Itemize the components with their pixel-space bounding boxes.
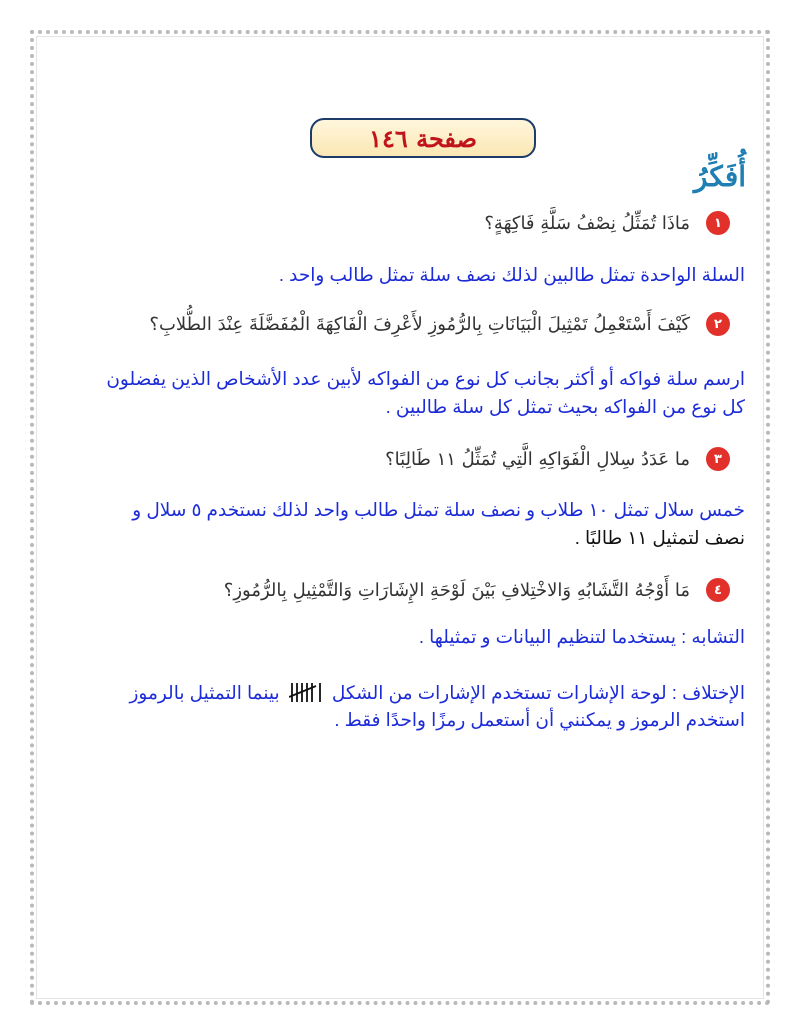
- question-text: ما عَدَدُ سِلالِ الْفَوَاكِهِ الَّتِي تُمَثِّلُ ١١ طَالِبًا؟: [385, 448, 690, 470]
- difference-text-start: الإختلاف : لوحة الإشارات تستخدم الإشارات من الشكل: [331, 682, 745, 703]
- question-1: [484, 211, 730, 235]
- question-number-badge: ١: [706, 211, 730, 235]
- answer-3-line-2: نصف لتمثيل ١١ طالبًا .: [574, 527, 745, 548]
- answer-4-difference-line-1: [50, 679, 745, 706]
- question-text: مَاذَا تُمَثِّلُ نِصْفُ سَلَّةِ فَاكِهَةٍ؟: [484, 212, 690, 234]
- question-3: [385, 447, 730, 471]
- difference-text-end: بينما التمثيل بالرموز: [129, 682, 280, 703]
- question-number-badge: ٢: [706, 312, 730, 336]
- question-2: [149, 312, 730, 336]
- answer-4-difference-line-2: استخدم الرموز و يمكنني أن أستعمل رمزًا واحدًا فقط .: [334, 709, 745, 730]
- answer-4-similarity: التشابه : يستخدما لتنظيم البيانات و تمثيلها .: [418, 626, 745, 647]
- page-title: صفحة ١٤٦: [369, 123, 477, 153]
- tally-marks-icon: [289, 679, 323, 705]
- question-number-badge: ٣: [706, 447, 730, 471]
- page-title-box: [310, 118, 536, 158]
- question-text: كَيْفَ أَسْتَعْمِلُ تَمْثِيلَ الْبَيَانَاتِ بِالرُّمُوزِ لأَعْرِفَ الْفَاكِهَةَ الْمُفَضَّلَةَ عِنْدَ الطُّلابِ؟: [149, 313, 690, 335]
- question-4: [224, 578, 730, 602]
- answer-3-line-1: خمس سلال تمثل ١٠ طلاب و نصف سلة تمثل طالب واحد لذلك نستخدم ٥ سلال و: [132, 499, 745, 520]
- answer-2-line-2: كل نوع من الفواكه بحيث تمثل كل سلة طالبين .: [385, 396, 745, 417]
- question-number-badge: ٤: [706, 578, 730, 602]
- answer-2-line-1: ارسم سلة فواكه أو أكثر بجانب كل نوع من الفواكه لأبين عدد الأشخاص الذين يفضلون: [106, 368, 745, 389]
- section-heading: أُفَكِّرُ: [693, 160, 746, 193]
- question-text: مَا أَوْجُهُ التَّشَابُهِ وَالاخْتِلافِ بَيْنَ لَوْحَةِ الإِشَارَاتِ وَالتَّمْثِيلِ بِالرُّمُوزِ؟: [223, 579, 690, 601]
- answer-1: السلة الواحدة تمثل طالبين لذلك نصف سلة تمثل طالب واحد .: [278, 264, 745, 285]
